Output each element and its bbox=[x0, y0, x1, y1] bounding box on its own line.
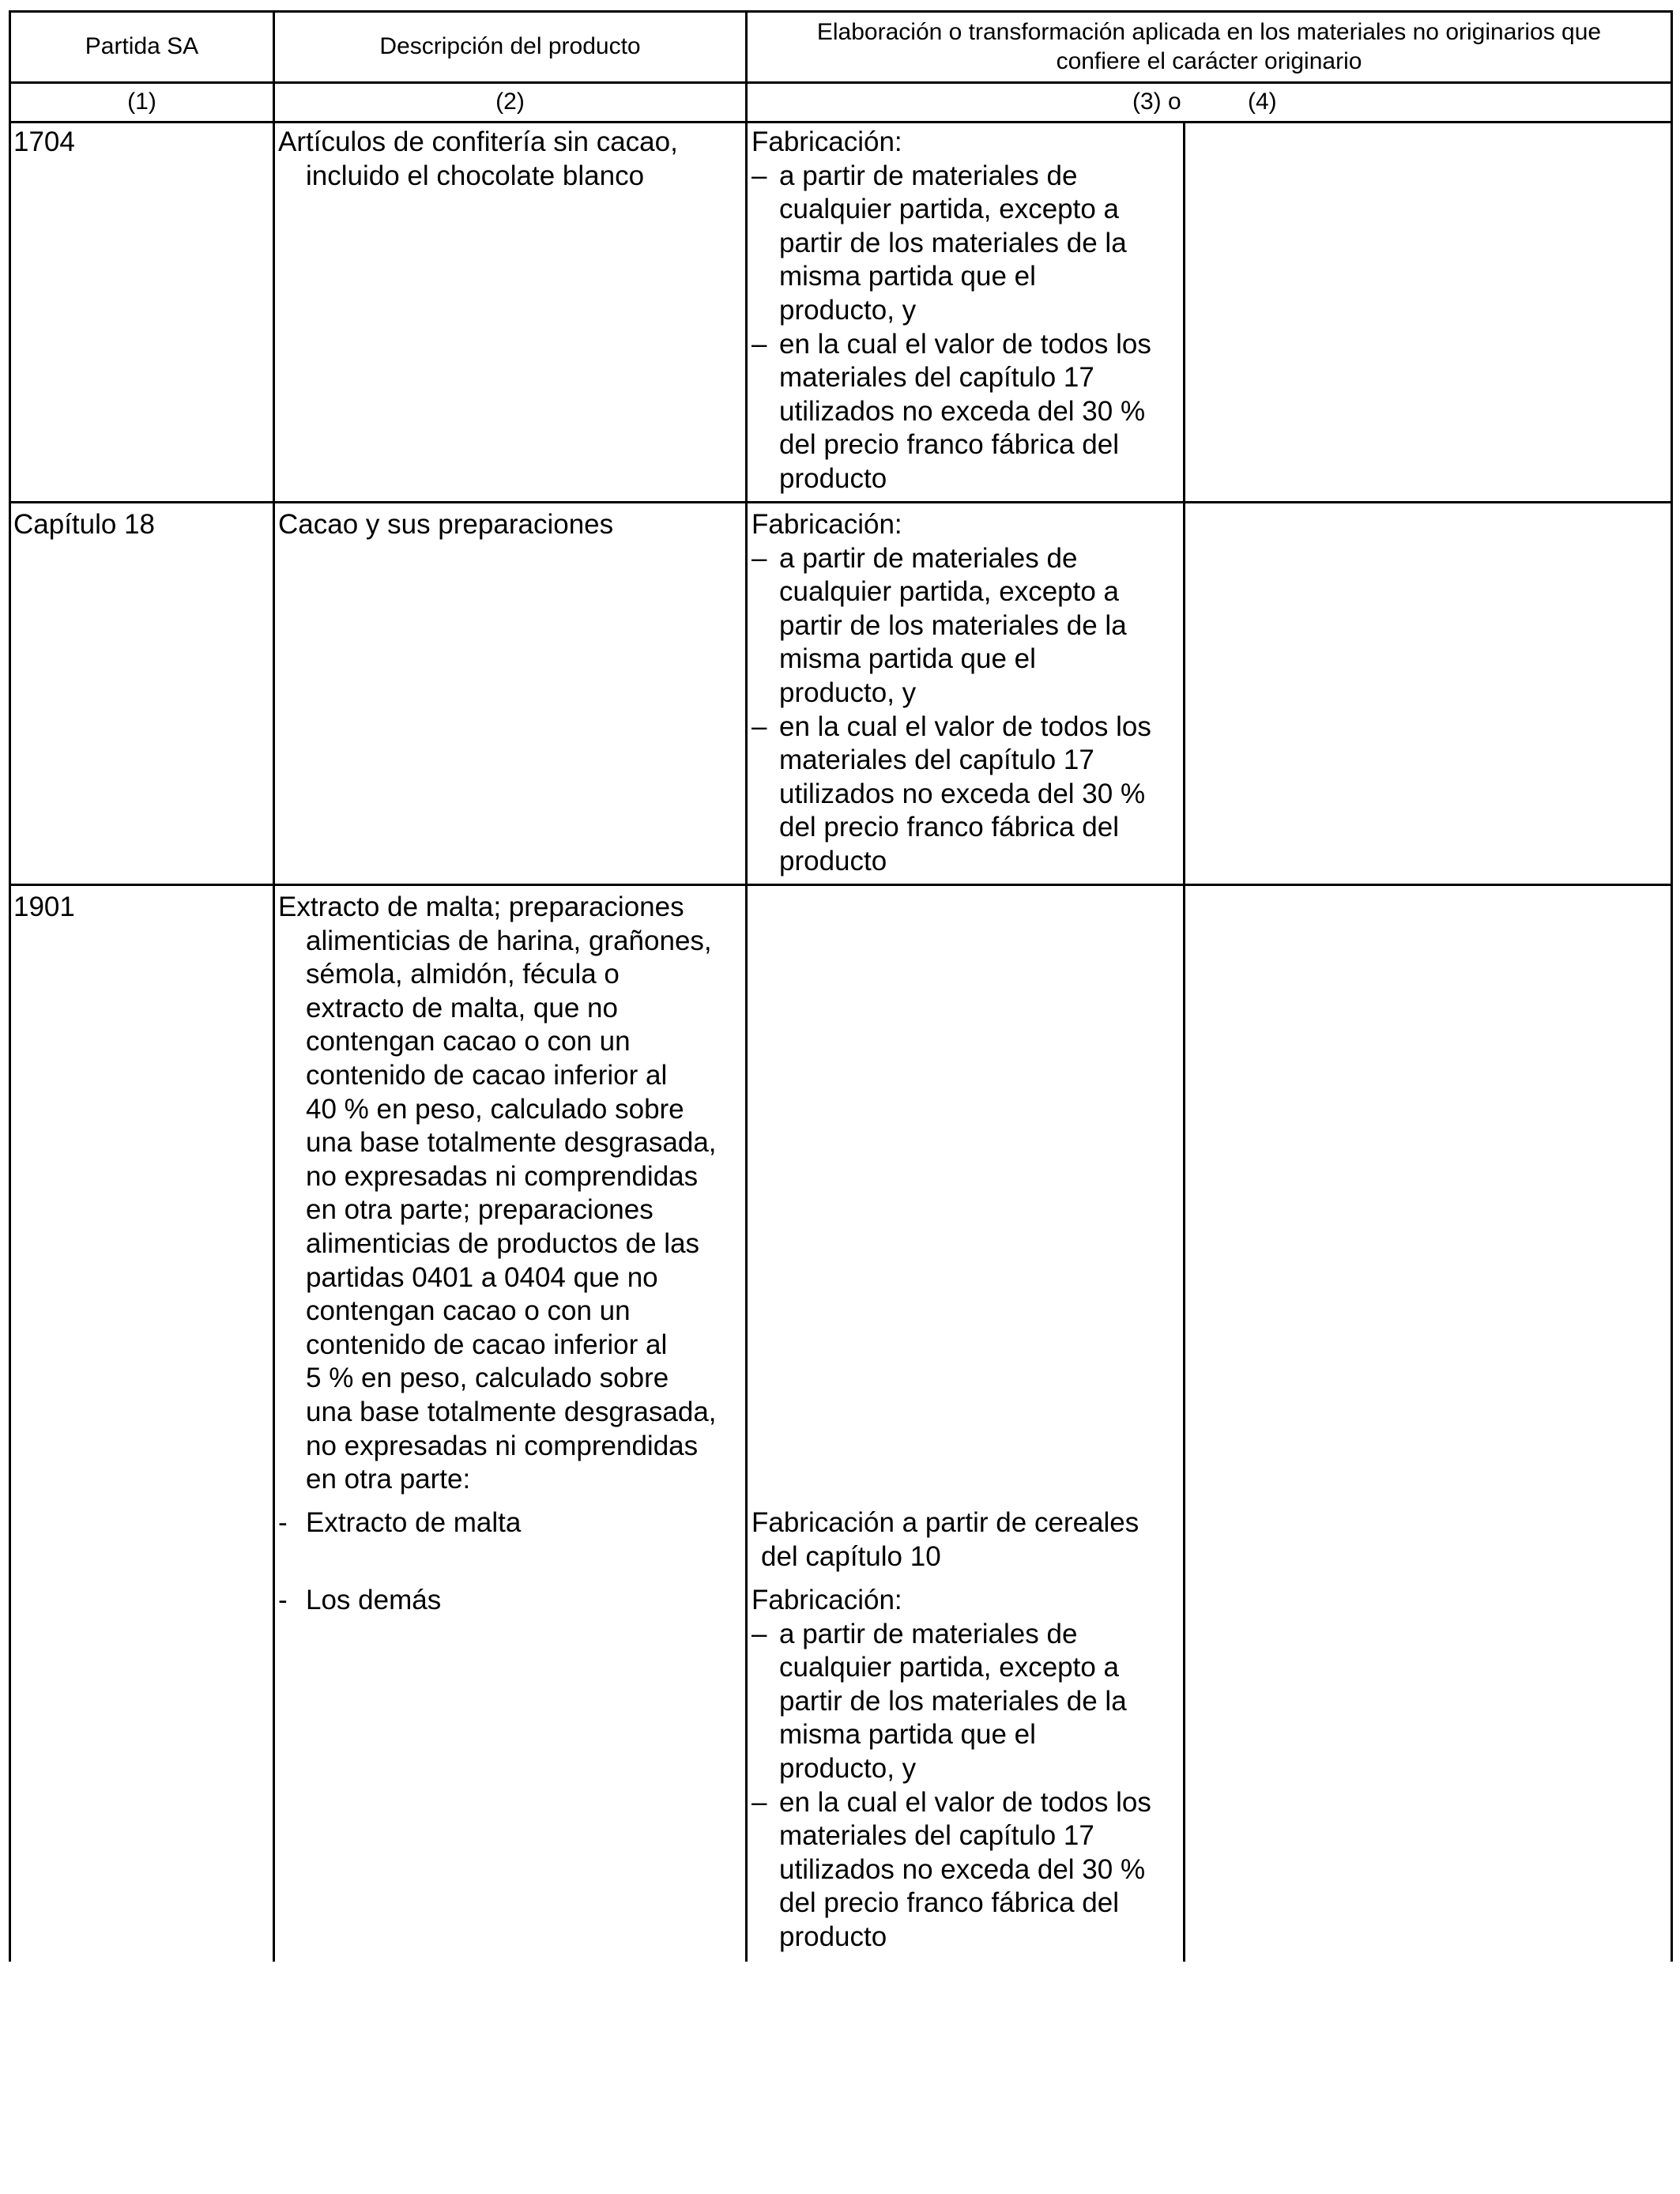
sub-los-demas-rule bbox=[751, 1584, 1151, 1955]
rule-line: – en la cual el valor de todos los bbox=[779, 1786, 1151, 1818]
header-elaboracion-line2: confiere el carácter originario bbox=[1056, 48, 1362, 74]
row-capitulo-18-rule bbox=[751, 508, 1151, 879]
rule-line: producto, y bbox=[779, 1752, 917, 1784]
desc-line: contengan cacao o con un bbox=[306, 1026, 631, 1057]
desc-line: extracto de malta, que no bbox=[306, 992, 618, 1023]
rule-line: materiales del capítulo 17 bbox=[779, 362, 1094, 394]
rule-line: del precio franco fábrica del bbox=[779, 812, 1119, 843]
rule-line: – a partir de materiales de bbox=[779, 542, 1078, 574]
row-1704-code: 1704 bbox=[13, 126, 75, 157]
rule-line: partir de los materiales de la bbox=[779, 609, 1127, 641]
rule-item-1 bbox=[751, 1618, 1151, 1786]
rule-line: producto bbox=[779, 1921, 887, 1952]
sub-label: - Extracto de malta bbox=[278, 1506, 521, 1540]
desc-line: partidas 0401 a 0404 que no bbox=[306, 1261, 658, 1293]
rule-line: producto, y bbox=[779, 294, 917, 326]
rule-line: del precio franco fábrica del bbox=[779, 429, 1119, 461]
rule-title: Fabricación: bbox=[751, 1585, 902, 1615]
rule-line: utilizados no exceda del 30 % bbox=[779, 1853, 1146, 1885]
rule-line: cualquier partida, excepto a bbox=[779, 576, 1119, 608]
rule-item-2 bbox=[751, 1786, 1151, 1955]
column-divider-2 bbox=[745, 10, 748, 1962]
rule-line: cualquier partida, excepto a bbox=[779, 194, 1119, 225]
desc-line: incluido el chocolate blanco bbox=[306, 160, 645, 191]
desc-line: Artículos de confitería sin cacao, bbox=[278, 126, 678, 157]
header-rule bbox=[9, 81, 1673, 84]
rule-line: – en la cual el valor de todos los bbox=[779, 711, 1151, 742]
desc-line: en otra parte: bbox=[306, 1464, 471, 1495]
rule-line: materiales del capítulo 17 bbox=[779, 745, 1094, 776]
rule-line: – a partir de materiales de bbox=[779, 160, 1078, 191]
row-1704-rule bbox=[751, 126, 1151, 496]
desc-line: no expresadas ni comprendidas bbox=[306, 1160, 699, 1192]
rule-item-1 bbox=[751, 160, 1151, 328]
rule-line: utilizados no exceda del 30 % bbox=[779, 395, 1146, 427]
header-num-1: (1) bbox=[127, 89, 156, 115]
desc-line: 5 % en peso, calculado sobre bbox=[306, 1363, 669, 1394]
desc-line: no expresadas ni comprendidas bbox=[306, 1430, 699, 1461]
row-capitulo-18-code: Capítulo 18 bbox=[13, 509, 156, 540]
table-border-right bbox=[1671, 10, 1673, 1962]
rule-line: – en la cual el valor de todos los bbox=[779, 328, 1151, 360]
rule-line: cualquier partida, excepto a bbox=[779, 1652, 1119, 1683]
header-num-4: (4) bbox=[1248, 89, 1277, 115]
table-border-top bbox=[9, 10, 1673, 13]
desc-line: contengan cacao o con un bbox=[306, 1295, 631, 1327]
header-num-2: (2) bbox=[495, 89, 525, 115]
rule-line: – a partir de materiales de bbox=[779, 1618, 1078, 1649]
rule-line: del precio franco fábrica del bbox=[779, 1887, 1119, 1919]
rule-line: misma partida que el bbox=[779, 1719, 1036, 1751]
row-1704-description bbox=[278, 126, 678, 193]
header-elaboracion-line1: Elaboración o transformación aplicada en los materiales no originarios que bbox=[816, 19, 1602, 45]
rule-item-1 bbox=[751, 542, 1151, 711]
rule-title: Fabricación: bbox=[751, 126, 902, 157]
desc-line: una base totalmente desgrasada, bbox=[306, 1396, 717, 1427]
desc-line: Extracto de malta; preparaciones bbox=[278, 892, 684, 922]
desc-line: contenido de cacao inferior al bbox=[306, 1329, 668, 1360]
sub-label: - Los demás bbox=[278, 1584, 441, 1618]
rule-line: producto bbox=[779, 845, 887, 876]
rule-line: partir de los materiales de la bbox=[779, 1685, 1127, 1717]
sub-extracto-de-malta-label bbox=[278, 1506, 521, 1540]
desc-line: una base totalmente desgrasada, bbox=[306, 1127, 717, 1159]
rule-line: Fabricación a partir de cereales bbox=[751, 1507, 1139, 1538]
rule-item-2 bbox=[751, 328, 1151, 496]
header-num-3: (3) o bbox=[1132, 89, 1181, 115]
desc-line: Cacao y sus preparaciones bbox=[278, 509, 614, 540]
desc-line: 40 % en peso, calculado sobre bbox=[306, 1093, 684, 1125]
row-capitulo-18-description bbox=[278, 508, 613, 542]
desc-line: contenido de cacao inferior al bbox=[306, 1059, 668, 1091]
row-rule-2 bbox=[9, 884, 1673, 886]
desc-line: sémola, almidón, fécula o bbox=[306, 959, 620, 990]
header-descripcion: Descripción del producto bbox=[379, 33, 641, 59]
row-1901-code: 1901 bbox=[13, 892, 75, 922]
desc-line: alimenticias de harina, grañones, bbox=[306, 925, 712, 956]
rule-line: misma partida que el bbox=[779, 643, 1036, 675]
number-row-rule bbox=[9, 121, 1673, 123]
desc-line: en otra parte; preparaciones bbox=[306, 1194, 654, 1226]
desc-line: alimenticias de productos de las bbox=[306, 1227, 700, 1259]
rule-title: Fabricación: bbox=[751, 509, 902, 540]
rule-line: utilizados no exceda del 30 % bbox=[779, 778, 1146, 809]
table-border-left bbox=[9, 10, 11, 1962]
row-1901-description bbox=[278, 891, 717, 1497]
header-partida-sa: Partida SA bbox=[85, 33, 199, 59]
rule-item-2 bbox=[751, 711, 1151, 879]
rule-line: producto, y bbox=[779, 677, 917, 708]
rule-line: misma partida que el bbox=[779, 261, 1036, 292]
sub-extracto-de-malta-rule bbox=[751, 1506, 1139, 1574]
sub-los-demas-label bbox=[278, 1584, 441, 1618]
rule-line: producto bbox=[779, 462, 887, 494]
column-divider-1 bbox=[273, 10, 275, 1962]
row-rule-1 bbox=[9, 501, 1673, 503]
rule-line: partir de los materiales de la bbox=[779, 227, 1127, 258]
rule-line: del capítulo 10 bbox=[761, 1540, 941, 1572]
column-divider-3 bbox=[1183, 123, 1185, 1962]
rule-line: materiales del capítulo 17 bbox=[779, 1820, 1094, 1852]
